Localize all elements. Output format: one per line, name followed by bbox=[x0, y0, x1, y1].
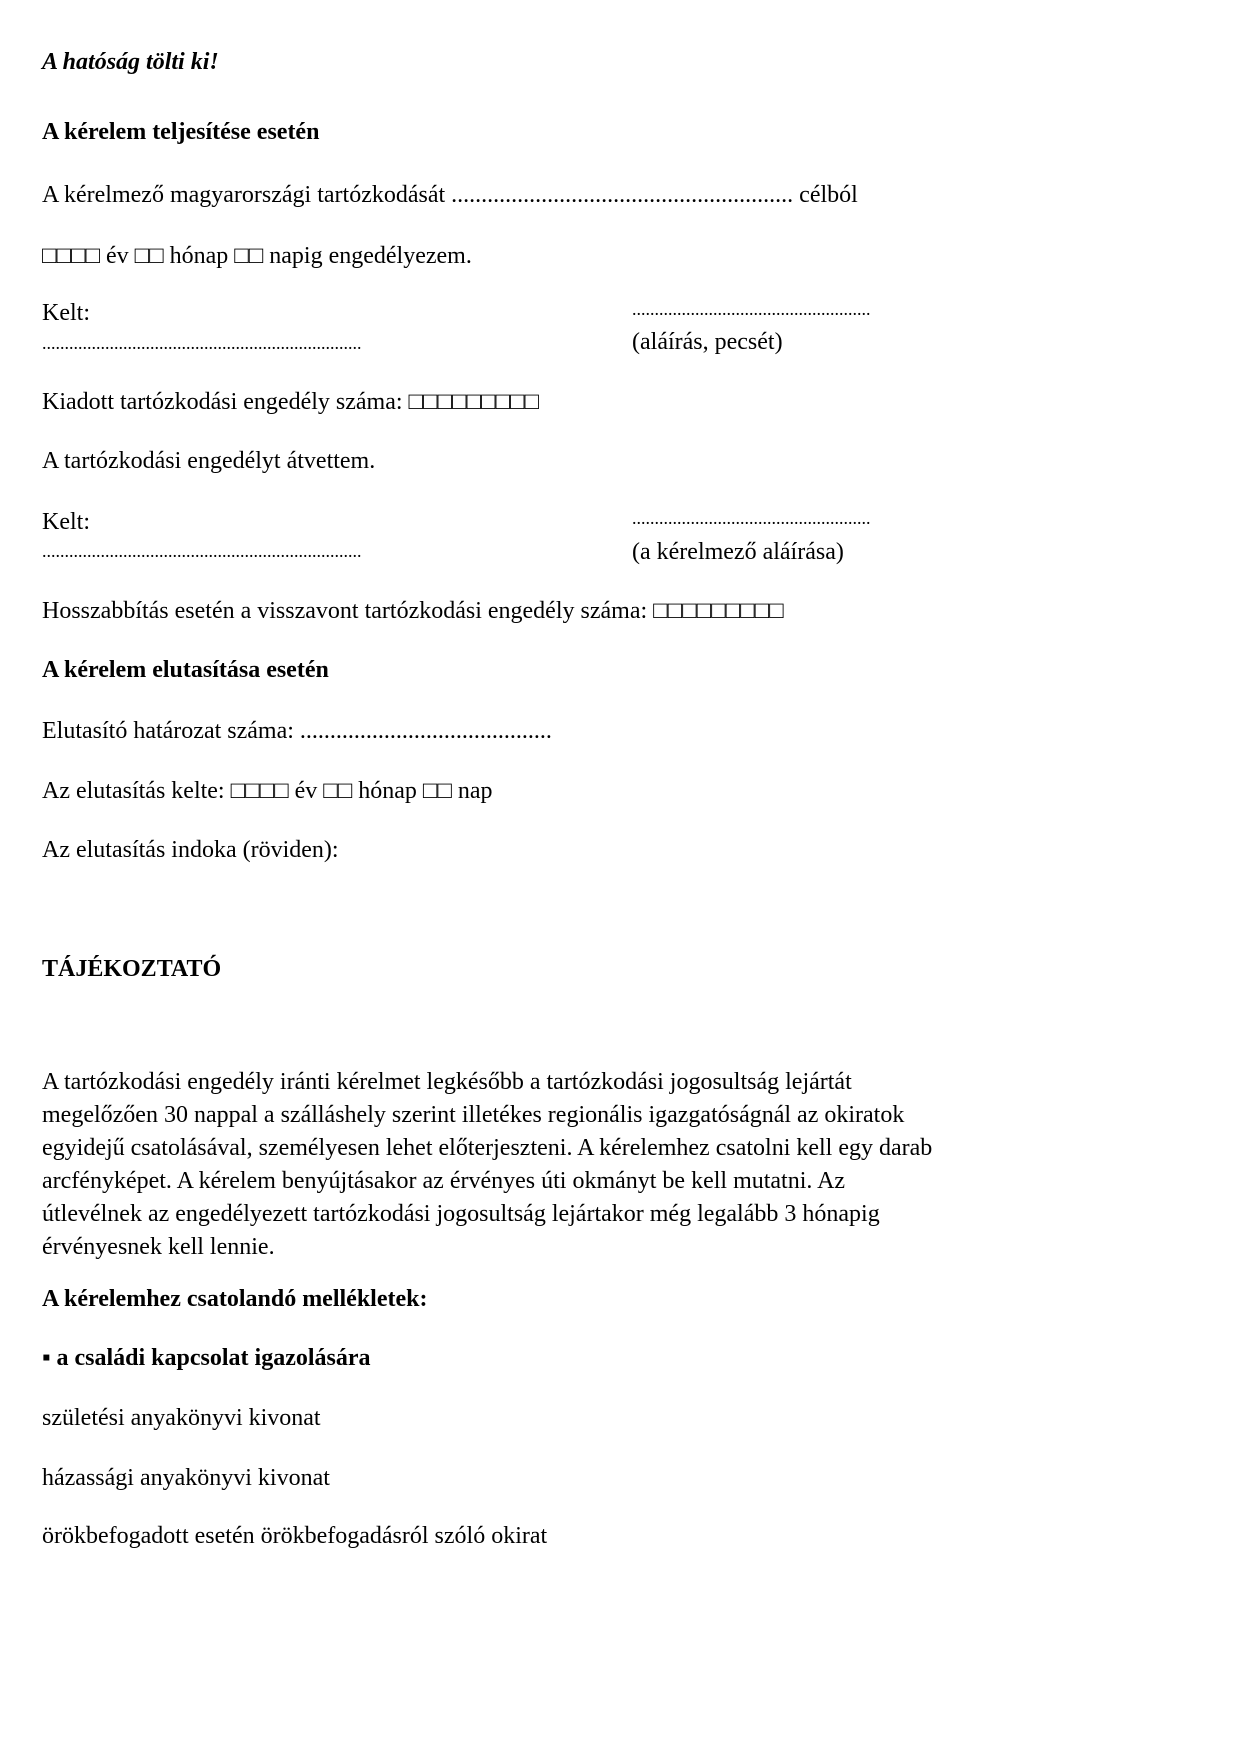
info-paragraph-line: A tartózkodási engedély iránti kérelmet legkésőbb a tartózkodási jogosultság lejártát bbox=[42, 1069, 852, 1095]
info-title: TÁJÉKOZTATÓ bbox=[42, 956, 222, 982]
decision-number-line: Elutasító határozat száma: .......................................... bbox=[42, 718, 552, 744]
rejection-date-line: Az elutasítás kelte: □□□□ év □□ hónap □□ nap bbox=[42, 778, 493, 804]
kelt-label: Kelt: bbox=[42, 300, 90, 326]
info-paragraph-line: arcfényképet. A kérelem benyújtásakor az érvényes úti okmányt be kell mutatni. Az bbox=[42, 1168, 846, 1194]
attachment-item: örökbefogadott esetén örökbefogadásról szóló okirat bbox=[42, 1523, 548, 1549]
received-line: A tartózkodási engedélyt átvettem. bbox=[42, 448, 376, 474]
info-paragraph bbox=[42, 1066, 1152, 1264]
header-note: A hatóság tölti ki! bbox=[42, 49, 219, 75]
kelt-dots: ....................................................................... bbox=[42, 333, 362, 353]
kelt2-label: Kelt: bbox=[42, 509, 90, 535]
duration-line: □□□□ év □□ hónap □□ napig engedélyezem. bbox=[42, 243, 472, 269]
kelt2-dots: ....................................................................... bbox=[42, 541, 362, 561]
rejection-reason-line: Az elutasítás indoka (röviden): bbox=[42, 837, 339, 863]
permit-number-line: Kiadott tartózkodási engedély száma: □□□□□□□□□ bbox=[42, 389, 540, 415]
signature2-caption: (a kérelmező aláírása) bbox=[632, 539, 844, 565]
attachment-item: születési anyakönyvi kivonat bbox=[42, 1405, 321, 1431]
info-paragraph-line: útlevélnek az engedélyezett tartózkodási jogosultság lejártakor még legalább 3 hónapig bbox=[42, 1201, 880, 1227]
extension-line: Hosszabbítás esetén a visszavont tartózkodási engedély száma: □□□□□□□□□ bbox=[42, 598, 784, 624]
family-heading: ▪ a családi kapcsolat igazolására bbox=[42, 1345, 371, 1371]
info-paragraph-line: érvényesnek kell lennie. bbox=[42, 1234, 275, 1260]
info-paragraph-line: egyidejű csatolásával, személyesen lehet előterjeszteni. A kérelemhez csatolni kell egy darab bbox=[42, 1135, 933, 1161]
signature-dots: ..................................................... bbox=[632, 299, 871, 319]
rejection-heading: A kérelem elutasítása esetén bbox=[42, 657, 329, 683]
attachment-item: házassági anyakönyvi kivonat bbox=[42, 1465, 330, 1491]
attachments-heading: A kérelemhez csatolandó mellékletek: bbox=[42, 1286, 428, 1312]
approval-heading: A kérelem teljesítése esetén bbox=[42, 119, 320, 145]
info-paragraph-line: megelőzően 30 nappal a szálláshely szerint illetékes regionális igazgatóságnál az okiratok bbox=[42, 1102, 905, 1128]
signature-caption: (aláírás, pecsét) bbox=[632, 329, 783, 355]
signature2-dots: ..................................................... bbox=[632, 508, 871, 528]
purpose-line: A kérelmező magyarországi tartózkodását ......................................................... célból bbox=[42, 182, 858, 208]
